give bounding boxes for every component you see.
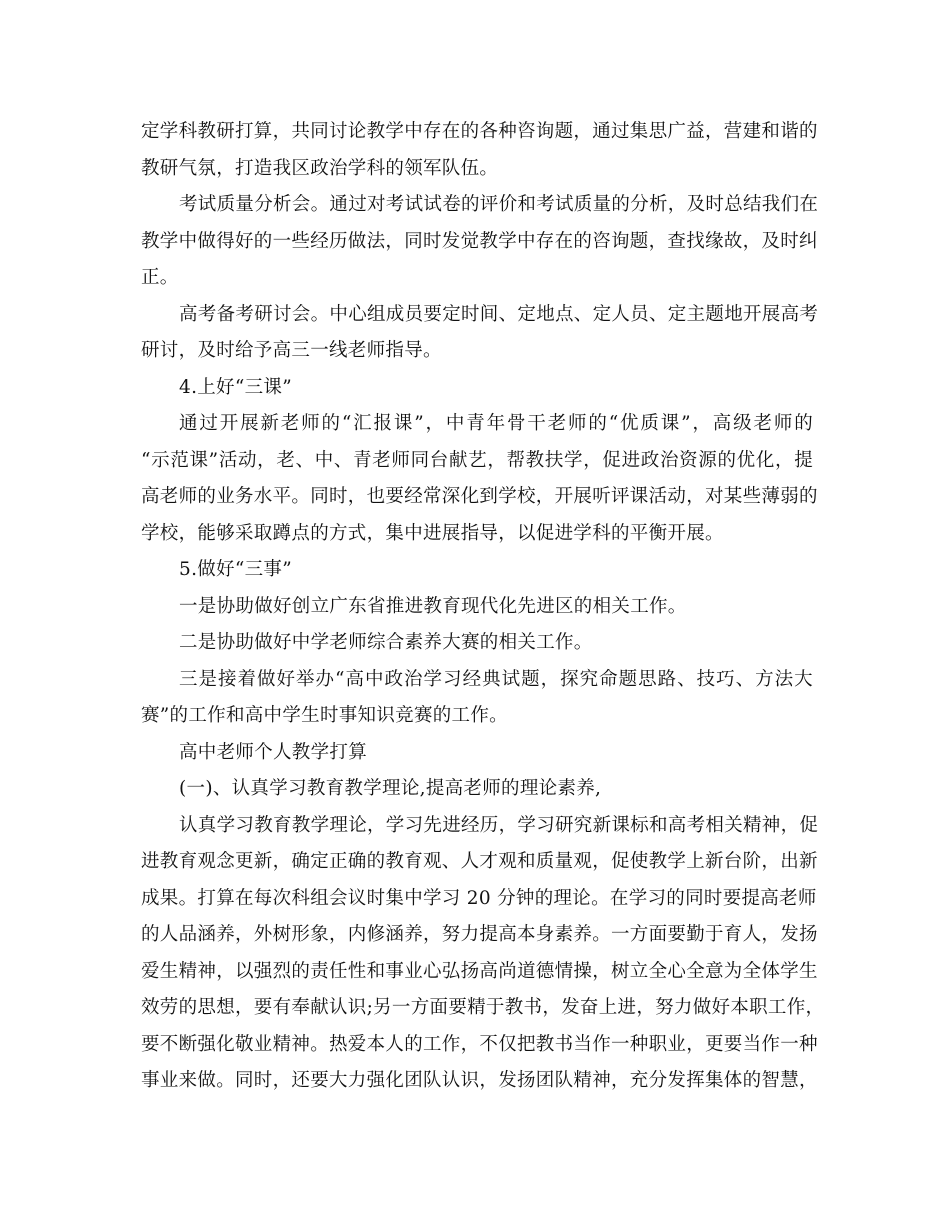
text-line: 5.做好“三事” [179, 559, 292, 580]
text-line: 教研气氛，打造我区政治学科的领军队伍。 [141, 157, 499, 179]
text-line: 认真学习教育教学理论，学习先进经历，学习研究新课标和高考相关精神，促 [179, 814, 819, 836]
text-line: 一是协助做好创立广东省推进教育现代化先进区的相关工作。 [179, 595, 687, 617]
text-line: 赛”的工作和高中学生时事知识竞赛的工作。 [141, 705, 508, 726]
text-line: 学校，能够采取蹲点的方式，集中进展指导，以促进学科的平衡开展。 [141, 522, 724, 544]
text-line: 高中老师个人教学打算 [179, 741, 368, 763]
text-line: 要不断强化敬业精神。热爱本人的工作，不仅把教书当作一种职业，更要当作一种 [141, 1033, 818, 1055]
text-line: 正。 [141, 267, 179, 288]
text-line: 二是协助做好中学老师综合素养大赛的相关工作。 [179, 632, 593, 653]
text-line: 的人品涵养，外树形象，内修涵养，努力提高本身素养。一方面要勤于育人，发扬 [141, 924, 818, 945]
text-line: 4.上好“三课” [179, 376, 292, 398]
text-line: 定学科教研打算，共同讨论教学中存在的各种咨询题，通过集思广益，营建和谐的 [141, 121, 818, 142]
text-line: 三是接着做好举办“高中政治学习经典试题，探究命题思路、技巧、方法大 [179, 668, 813, 690]
text-line: 教学中做得好的一些经历做法，同时发觉教学中存在的咨询题，查找缘故，及时纠 [141, 230, 818, 252]
text-line: 成果。打算在每次科组会议时集中学习 20 分钟的理论。在学习的同时要提高老师 [141, 887, 817, 909]
text-line: 效劳的思想，要有奉献认识;另一方面要精于教书，发奋上进，努力做好本职工作， [141, 997, 825, 1018]
text-line: 考试质量分析会。通过对考试试卷的评价和考试质量的分析，及时总结我们在 [179, 194, 819, 215]
text-line: “示范课”活动，老、中、青老师同台献艺，帮教扶学，促进政治资源的优化，提 [141, 449, 813, 471]
document-body [141, 114, 825, 1100]
text-line: 事业来做。同时，还要大力强化团队认识，发扬团队精神，充分发挥集体的智慧， [141, 1070, 818, 1091]
text-line: 高老师的业务水平。同时，也要经常深化到学校，开展听评课活动，对某些薄弱的 [141, 486, 818, 507]
text-line: 高考备考研讨会。中心组成员要定时间、定地点、定人员、定主题地开展高考 [179, 303, 819, 325]
text-line: 研讨，及时给予高三一线老师指导。 [141, 340, 442, 361]
text-line: 通过开展新老师的“汇报课”，中青年骨干老师的“优质课”，高级老师的 [179, 413, 813, 434]
text-line: (一)、认真学习教育教学理论,提高老师的理论素养, [179, 778, 602, 799]
text-line: 进教育观念更新，确定正确的教育观、人才观和质量观，促使教学上新台阶，出新 [141, 851, 818, 872]
text-line: 爱生精神，以强烈的责任性和事业心弘扬高尚道德情操，树立全心全意为全体学生 [141, 960, 818, 982]
